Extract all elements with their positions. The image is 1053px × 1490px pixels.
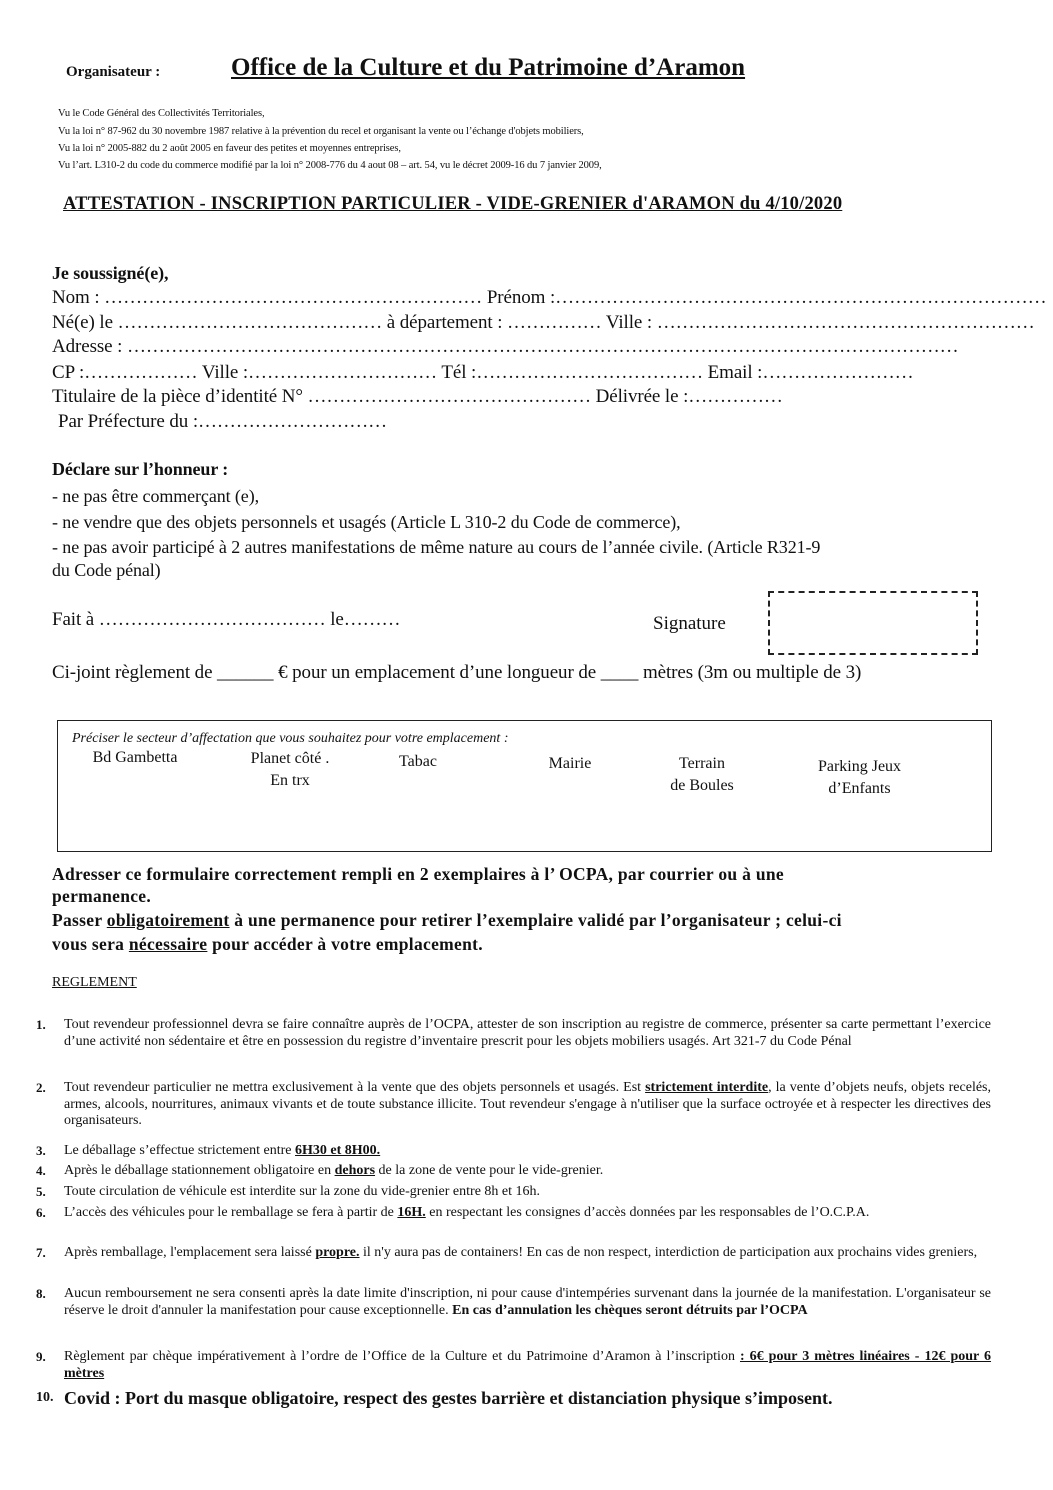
rule-item: 2. Tout revendeur particulier ne mettra exclusivement à la vente que des objets personnels et usagés. Est strictement interdite, la vente d’objets neufs, objets recelés, armes, alcools, nourritures, animaux vivants et de toute substance illicite. Tout revendeur s'engage à n'utiliser que la surface octroyée et à respecter les directives des organisateurs. bbox=[36, 1080, 992, 1128]
rule-item: 10. Covid : Port du masque obligatoire, respect des gestes barrière et distanciation physique s’imposent. bbox=[36, 1388, 833, 1408]
signature-label: Signature bbox=[653, 613, 726, 634]
sector-option-mairie[interactable]: Mairie bbox=[548, 755, 592, 772]
field-nom-prenom[interactable]: Nom : …………………………………………………… Prénom :…………………………………………………………………… bbox=[52, 287, 1047, 308]
declaration-item: du Code pénal) bbox=[52, 560, 161, 580]
notice-line: vous sera nécessaire pour accéder à votre emplacement. bbox=[52, 934, 483, 954]
declaration-item: - ne vendre que des objets personnels et usagés (Article L 310-2 du Code de commerce), bbox=[52, 512, 681, 532]
legal-ref: Vu la loi n° 2005-882 du 2 août 2005 en faveur des petites et moyennes entreprises, bbox=[58, 143, 401, 154]
field-adresse[interactable]: Adresse : …………………………………………………………………………………………………………………… bbox=[52, 336, 959, 357]
sector-option-gambetta[interactable]: Bd Gambetta bbox=[92, 749, 178, 766]
legal-ref: Vu l’art. L310-2 du code du commerce modifié par la loi n° 2008-776 du 4 aout 08 – art. 54, vu le décret 2009-16 du 7 janvier 2009, bbox=[58, 160, 602, 171]
sector-option-parking-jeux[interactable]: Parking Jeux d’Enfants bbox=[817, 758, 902, 797]
field-naissance[interactable]: Né(e) le …………………………………… à département : …………… Ville : …………………………………………………… bbox=[52, 312, 1035, 333]
notice-line: permanence. bbox=[52, 886, 152, 906]
field-fait-a[interactable]: Fait à ……………………………… le……… bbox=[52, 609, 401, 630]
rule-item: 1. Tout revendeur professionnel devra se faire connaître auprès de l’OCPA, attester de son inscription au registre de commerce, présenter sa carte permettant l’exercice d’une activité non sédentaire et être en possession du registre d’inventaire prescrit pour les objets mobiliers usagés. Art 321-7 du Code Pénal bbox=[36, 1017, 991, 1049]
declaration-item: - ne pas être commerçant (e), bbox=[52, 486, 259, 506]
rule-item: 5. Toute circulation de véhicule est interdite sur la zone du vide-grenier entre 8h et 16h. bbox=[36, 1184, 541, 1199]
field-piece-identite[interactable]: Titulaire de la pièce d’identité N° ……………………………………… Délivrée le :…………… bbox=[52, 386, 783, 407]
sector-option-terrain-boules[interactable]: Terrain de Boules bbox=[670, 755, 734, 794]
organizer-label: Organisateur : bbox=[66, 64, 161, 80]
field-prefecture[interactable]: Par Préfecture du :………………………… bbox=[58, 411, 388, 432]
sector-title: Préciser le secteur d’affectation que vous souhaitez pour votre emplacement : bbox=[72, 731, 509, 746]
rule-item: 9. Règlement par chèque impérativement à l’ordre de l’Office de la Culture et du Patrimoine d’Aramon à l’inscription : 6€ pour 3 mètres linéaires - 12€ pour 6 mètres bbox=[36, 1349, 992, 1381]
rule-item: 8. Aucun remboursement ne sera consenti après la date limite d'inscription, ni pour cause d'intempéries survenant dans la journée de la manifestation. L'organisateur se réserve le droit d'annuler la manifestation pour cause exceptionnelle. En cas d’annulation les chèques seront détruits par l’OCPA bbox=[36, 1286, 991, 1318]
sector-option-tabac[interactable]: Tabac bbox=[399, 753, 437, 770]
form-intro: Je soussigné(e), bbox=[52, 263, 169, 283]
notice-line: Adresser ce formulaire correctement rempli en 2 exemplaires à l’ OCPA, par courrier ou à une bbox=[52, 864, 784, 884]
rule-item: 7. Après remballage, l'emplacement sera laissé propre. il n'y aura pas de containers! En cas de non respect, interdiction de participation aux prochains vides greniers, bbox=[36, 1245, 978, 1260]
legal-ref: Vu le Code Général des Collectivités Territoriales, bbox=[58, 108, 265, 119]
document-title: ATTESTATION - INSCRIPTION PARTICULIER - VIDE-GRENIER d'ARAMON du 4/10/2020 bbox=[63, 194, 843, 214]
rule-item: 6. L’accès des véhicules pour le remballage se fera à partir de 16H. en respectant les consignes d’accès données par les responsables de l’O.C.P.A. bbox=[36, 1205, 870, 1220]
organizer-name: Office de la Culture et du Patrimoine d’Aramon bbox=[231, 54, 746, 81]
sector-option-planet[interactable]: Planet côté . En trx bbox=[250, 750, 330, 789]
notice-line: Passer obligatoirement à une permanence pour retirer l’exemplaire validé par l’organisateur ; celui-ci bbox=[52, 910, 842, 930]
rule-item: 4. Après le déballage stationnement obligatoire en dehors de la zone de vente pour le vide-grenier. bbox=[36, 1163, 604, 1178]
reglement-heading: REGLEMENT bbox=[52, 975, 137, 990]
signature-box[interactable] bbox=[768, 591, 978, 655]
rule-item: 3. Le déballage s’effectue strictement entre 6H30 et 8H00. bbox=[36, 1143, 381, 1158]
field-reglement[interactable]: Ci-joint règlement de ______ € pour un emplacement d’une longueur de ____ mètres (3m ou multiple de 3) bbox=[52, 662, 862, 683]
declaration-heading: Déclare sur l’honneur : bbox=[52, 459, 229, 479]
declaration-item: - ne pas avoir participé à 2 autres manifestations de même nature au cours de l’année civile. (Article R321-9 bbox=[52, 537, 821, 557]
field-cp-ville-tel-email[interactable]: CP :……………… Ville :………………………… Tél :……………………………… Email :…………………… bbox=[52, 362, 914, 383]
legal-ref: Vu la loi n° 87-962 du 30 novembre 1987 relative à la prévention du recel et organisant la vente ou l’échange d'objets mobiliers, bbox=[58, 126, 584, 137]
